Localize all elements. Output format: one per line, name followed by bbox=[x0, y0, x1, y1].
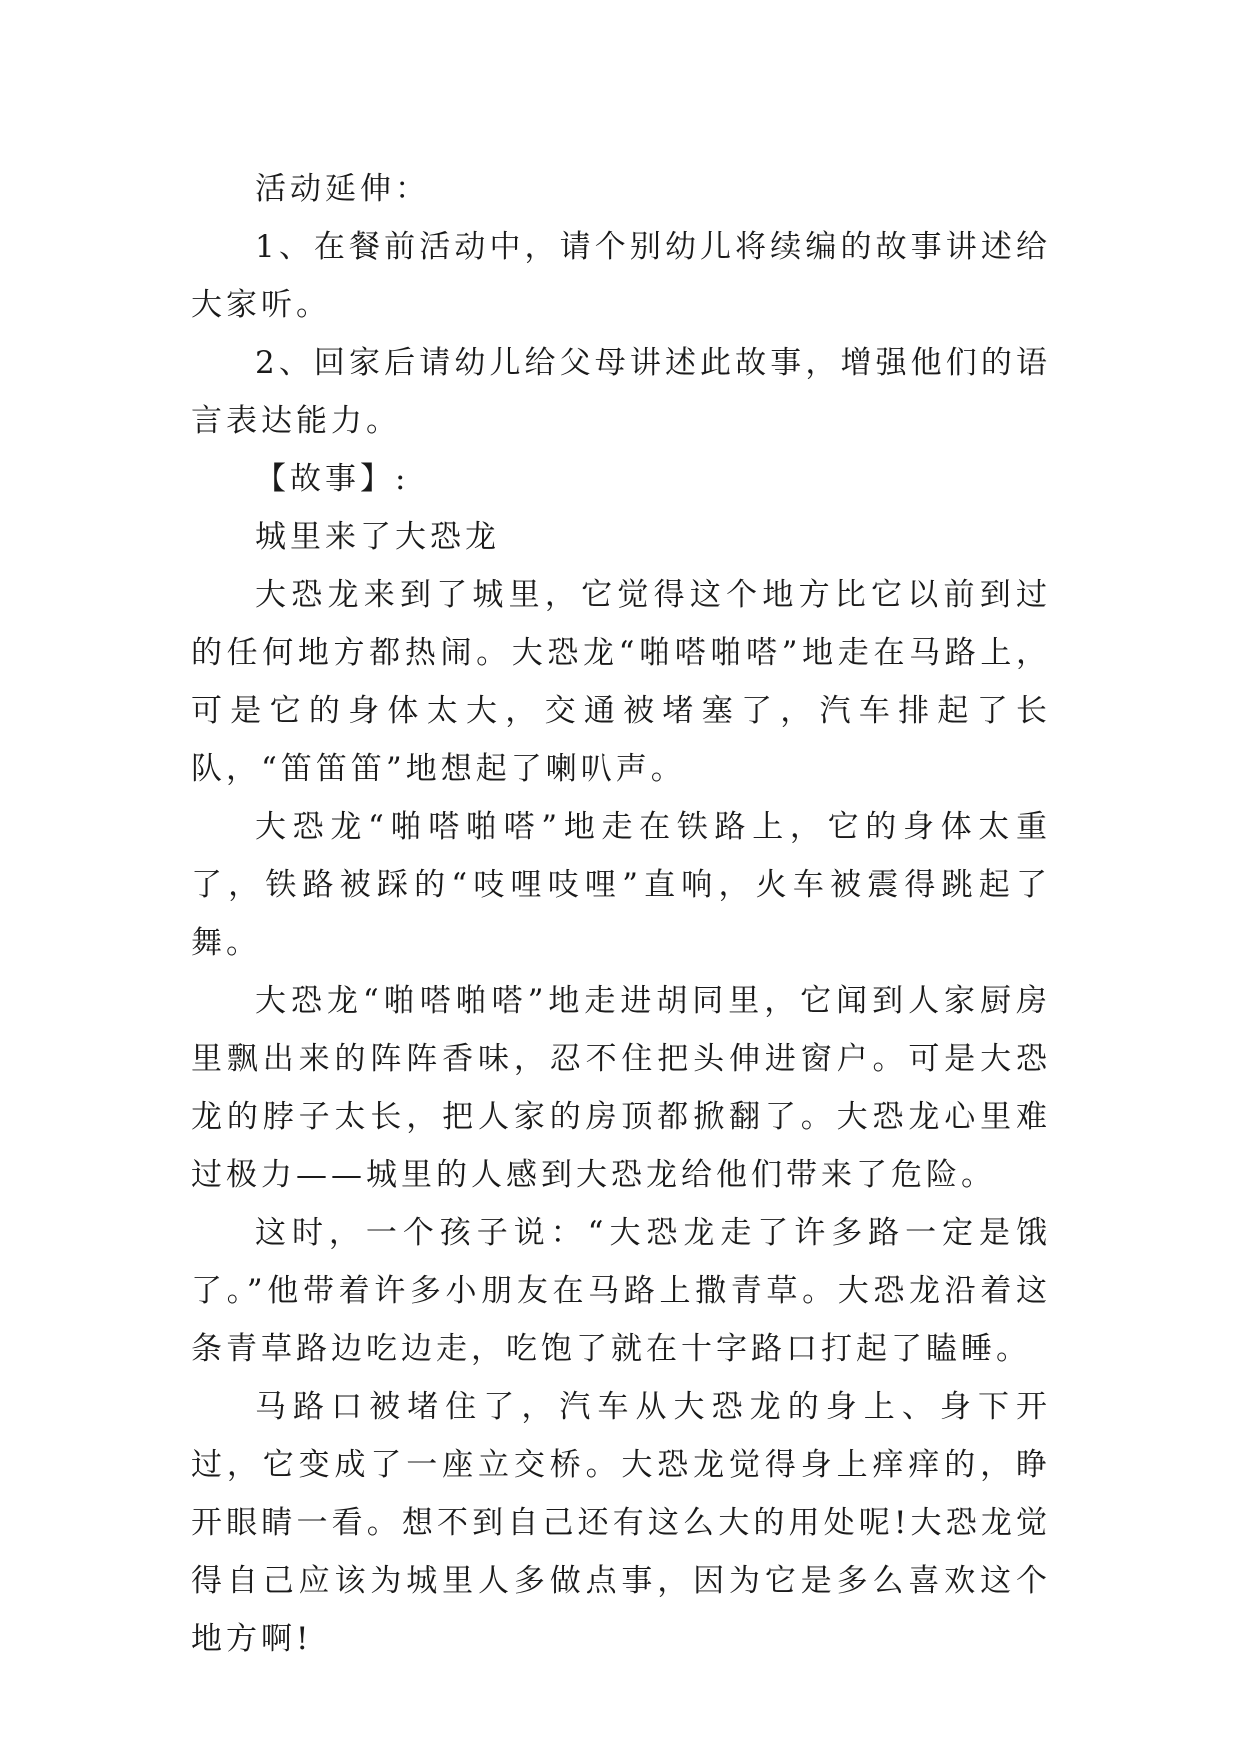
story-paragraph: 这时，一个孩子说：“大恐龙走了许多路一定是饿了。”他带着许多小朋友在马路上撒青草。大恐龙沿着这条青草路边吃边走，吃饱了就在十字路口打起了瞌睡。 bbox=[191, 1215, 1051, 1367]
paragraph-extension-1: 1、在餐前活动中，请个别幼儿将续编的故事讲述给大家听。 bbox=[191, 229, 1051, 323]
section-heading-activity-extension: 活动延伸： bbox=[255, 171, 430, 207]
document-body bbox=[191, 160, 1051, 1668]
story-paragraph: 大恐龙“啪嗒啪嗒”地走在铁路上，它的身体太重了，铁路被踩的“吱哩吱哩”直响，火车被震得跳起了舞。 bbox=[191, 809, 1051, 961]
story-paragraph: 马路口被堵住了，汽车从大恐龙的身上、身下开过，它变成了一座立交桥。大恐龙觉得身上痒痒的，睁开眼睛一看。想不到自己还有这么大的用处呢!大恐龙觉得自己应该为城里人多做点事，因为它是多么喜欢这个地方啊! bbox=[191, 1389, 1051, 1657]
section-heading-story: 【故事】: bbox=[255, 461, 410, 497]
story-title: 城里来了大恐龙 bbox=[255, 519, 500, 555]
paragraph-extension-2: 2、回家后请幼儿给父母讲述此故事，增强他们的语言表达能力。 bbox=[191, 345, 1051, 439]
story-paragraph: 大恐龙来到了城里，它觉得这个地方比它以前到过的任何地方都热闹。大恐龙“啪嗒啪嗒”地走在马路上，可是它的身体太大，交通被堵塞了，汽车排起了长队，“笛笛笛”地想起了喇叭声。 bbox=[191, 577, 1051, 787]
story-paragraph: 大恐龙“啪嗒啪嗒”地走进胡同里，它闻到人家厨房里飘出来的阵阵香味，忍不住把头伸进窗户。可是大恐龙的脖子太长，把人家的房顶都掀翻了。大恐龙心里难过极力——城里的人感到大恐龙给他们带来了危险。 bbox=[191, 983, 1051, 1193]
